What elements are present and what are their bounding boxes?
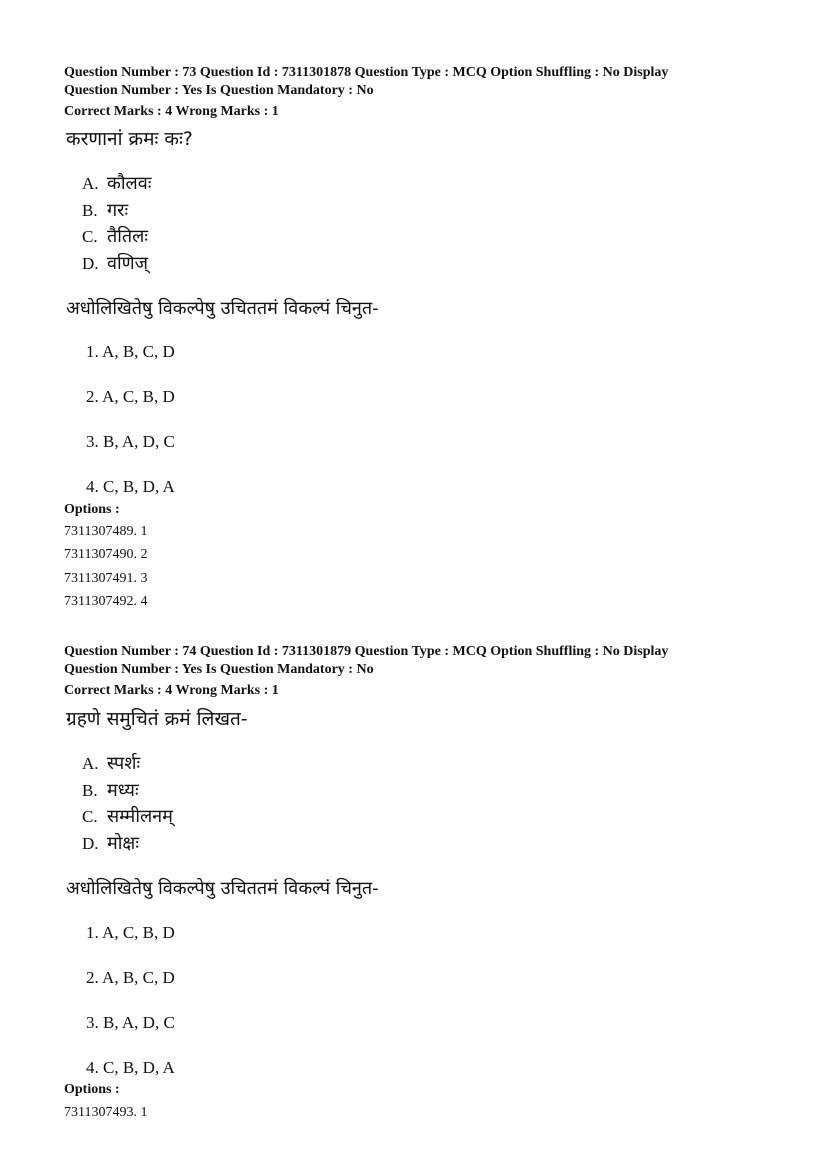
- answer-choice: 4. C, B, D, A: [86, 1058, 175, 1077]
- item-label: B.: [82, 201, 98, 220]
- answer-choice: 1. A, C, B, D: [86, 923, 175, 942]
- item-text: मोक्षः: [107, 833, 139, 854]
- list-item: [82, 752, 140, 777]
- item-text: कौलवः: [107, 173, 152, 194]
- options-heading: Options :: [64, 1082, 120, 1097]
- option-id: 7311307489. 1: [64, 524, 148, 539]
- list-item: [82, 172, 151, 197]
- answer-choice: 1. A, B, C, D: [86, 342, 175, 361]
- question-marks: Correct Marks : 4 Wrong Marks : 1: [64, 683, 279, 698]
- question-text: ग्रहणे समुचितं क्रमं लिखत-: [66, 708, 248, 730]
- item-text: सम्मीलनम्: [107, 806, 173, 827]
- answer-choice: 2. A, C, B, D: [86, 387, 175, 406]
- question-meta-line1: Question Number : 74 Question Id : 7311301879 Question Type : MCQ Option Shuffling : No Display: [64, 644, 669, 659]
- list-item: [82, 832, 139, 857]
- list-item: [82, 779, 139, 804]
- item-text: वणिज्: [107, 253, 149, 274]
- answer-choice: 4. C, B, D, A: [86, 477, 175, 496]
- question-marks: Correct Marks : 4 Wrong Marks : 1: [64, 104, 279, 119]
- instruction-text: अधोलिखितेषु विकल्पेषु उचिततमं विकल्पं चिनुत-: [66, 878, 379, 899]
- item-label: A.: [82, 174, 99, 193]
- question-meta-line2: Question Number : Yes Is Question Mandatory : No: [64, 83, 374, 98]
- item-text: मध्यः: [107, 780, 139, 801]
- option-id: 7311307490. 2: [64, 547, 148, 562]
- option-id: 7311307493. 1: [64, 1105, 148, 1120]
- question-text: करणानां क्रमः कः?: [66, 128, 193, 150]
- item-label: A.: [82, 754, 99, 773]
- item-text: गरः: [107, 200, 129, 221]
- list-item: [82, 199, 128, 224]
- answer-choice: 3. B, A, D, C: [86, 1013, 175, 1032]
- item-text: स्पर्शः: [107, 753, 141, 774]
- item-label: C.: [82, 227, 98, 246]
- item-label: C.: [82, 807, 98, 826]
- option-id: 7311307491. 3: [64, 571, 148, 586]
- item-label: D.: [82, 834, 99, 853]
- list-item: [82, 805, 173, 830]
- option-id: 7311307492. 4: [64, 594, 148, 609]
- item-text: तैतिलः: [107, 226, 149, 247]
- list-item: [82, 225, 148, 250]
- options-heading: Options :: [64, 502, 120, 517]
- question-meta-line2: Question Number : Yes Is Question Mandatory : No: [64, 662, 374, 677]
- item-label: B.: [82, 781, 98, 800]
- answer-choice: 3. B, A, D, C: [86, 432, 175, 451]
- instruction-text: अधोलिखितेषु विकल्पेषु उचिततमं विकल्पं चिनुत-: [66, 298, 379, 319]
- item-label: D.: [82, 254, 99, 273]
- list-item: [82, 252, 148, 277]
- answer-choice: 2. A, B, C, D: [86, 968, 175, 987]
- question-meta-line1: Question Number : 73 Question Id : 7311301878 Question Type : MCQ Option Shuffling : No Display: [64, 65, 669, 80]
